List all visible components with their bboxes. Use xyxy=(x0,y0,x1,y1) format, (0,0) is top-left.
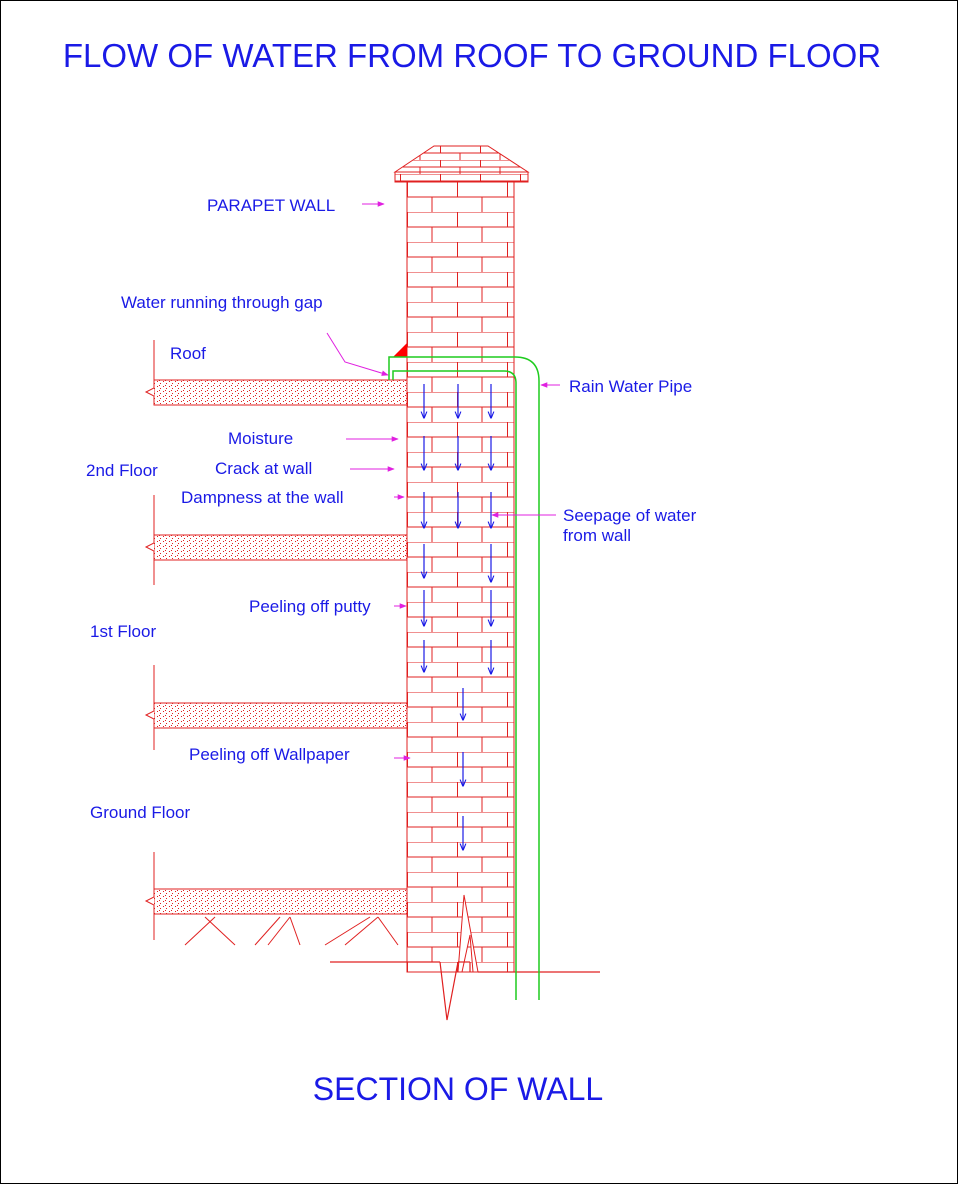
label-second-floor: 2nd Floor xyxy=(86,461,158,480)
label-crack: Crack at wall xyxy=(215,459,313,478)
label-seepage-line1: Seepage of water xyxy=(563,506,697,525)
diagram-subtitle: SECTION OF WALL xyxy=(312,1071,604,1107)
second-floor-slab xyxy=(146,495,407,585)
parapet-cap xyxy=(395,146,528,182)
label-water-gap: Water running through gap xyxy=(121,293,323,312)
leader-water-gap xyxy=(327,333,388,375)
diagram-title: FLOW OF WATER FROM ROOF TO GROUND FLOOR xyxy=(62,37,882,74)
label-moisture: Moisture xyxy=(228,429,294,448)
earth-hatching xyxy=(185,917,398,945)
label-ground-floor: Ground Floor xyxy=(90,803,191,822)
label-dampness: Dampness at the wall xyxy=(181,488,344,507)
label-seepage-line2: from wall xyxy=(563,526,632,545)
brick-wall xyxy=(407,182,514,972)
label-peeling-wallpaper: Peeling off Wallpaper xyxy=(189,745,350,764)
label-peeling-putty: Peeling off putty xyxy=(249,597,371,616)
first-floor-slab xyxy=(146,665,407,750)
label-first-floor: 1st Floor xyxy=(90,622,157,641)
label-rain-water-pipe: Rain Water Pipe xyxy=(569,377,693,396)
ground-floor-slab xyxy=(146,852,407,940)
label-parapet-wall: PARAPET WALL xyxy=(207,196,336,215)
label-roof: Roof xyxy=(170,344,206,363)
roof-gap-marker xyxy=(393,343,407,357)
